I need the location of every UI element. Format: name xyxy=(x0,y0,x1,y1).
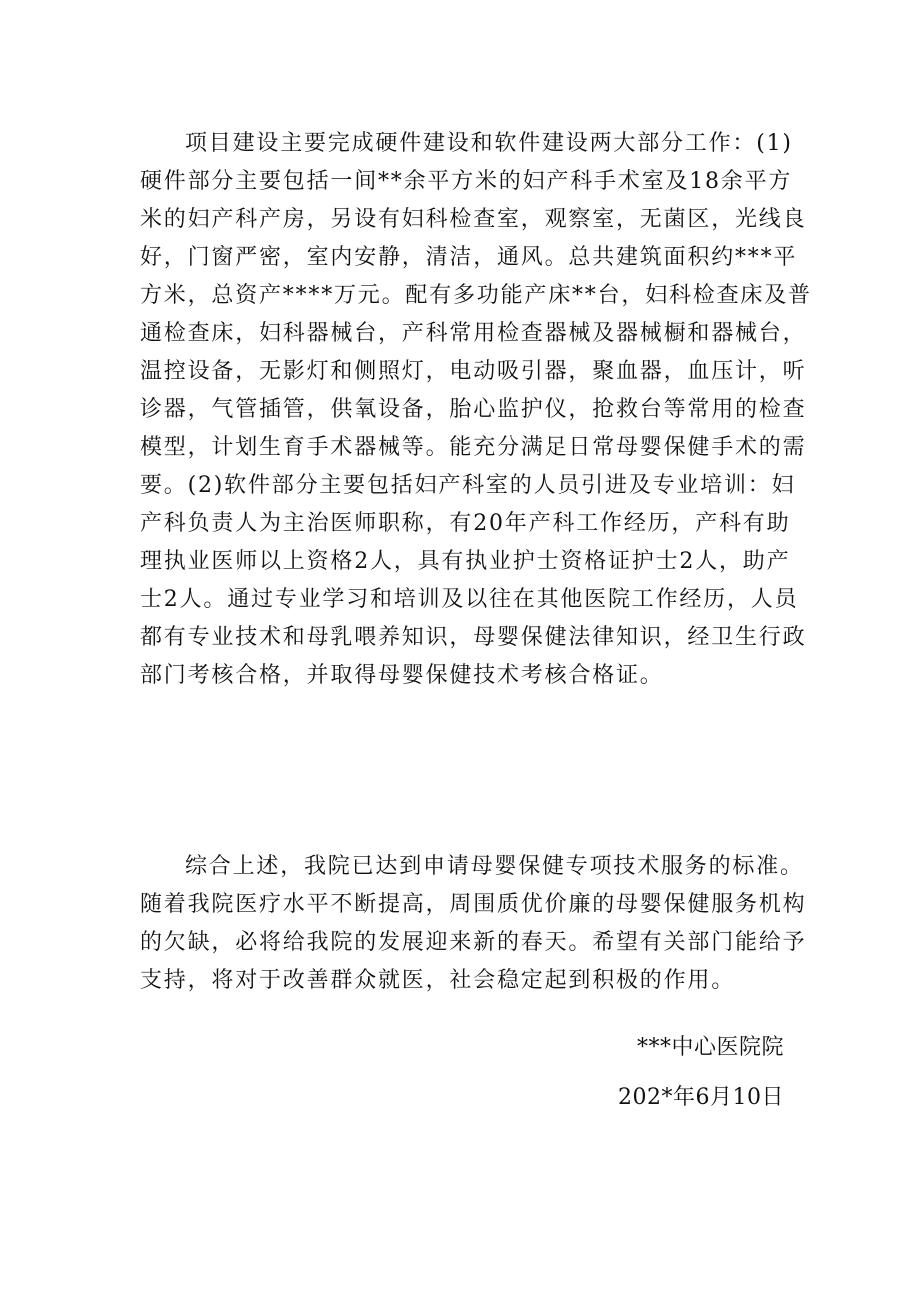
paragraph-line: 随着我院医疗水平不断提高，周围质优价廉的母婴保健服务机构 xyxy=(140,892,807,917)
paragraph-line: 部门考核合格，并取得母婴保健技术考核合格证。 xyxy=(140,663,664,688)
paragraph-line: 理执业医师以上资格2人，具有执业护士资格证护士2人，助产 xyxy=(140,549,791,574)
paragraph-line: 的欠缺，必将给我院的发展迎来新的春天。希望有关部门能给予 xyxy=(140,930,807,955)
paragraph-line: 士2人。通过专业学习和培训及以往在其他医院工作经历，人员 xyxy=(140,587,799,612)
signature-date: 202*年6月10日 xyxy=(618,1085,784,1110)
paragraph-line: 产科负责人为主治医师职称，有20年产科工作经历，产科有助 xyxy=(140,511,791,536)
paragraph-line: 项目建设主要完成硬件建设和软件建设两大部分工作：(1) xyxy=(185,131,793,156)
paragraph-line: 硬件部分主要包括一间**余平方米的妇产科手术室及18余平方 xyxy=(140,169,793,194)
signature-organization: ***中心医院院 xyxy=(636,1035,784,1060)
paragraph-line: 好，门窗严密，室内安静，清洁，通风。总共建筑面积约***平 xyxy=(140,245,798,270)
paragraph-line: 要。(2)软件部分主要包括妇产科室的人员引进及专业培训：妇 xyxy=(140,473,796,498)
paragraph-line: 米的妇产科产房，另设有妇科检查室，观察室，无菌区，光线良 xyxy=(140,207,807,232)
paragraph-line: 综合上述，我院已达到申请母婴保健专项技术服务的标准。 xyxy=(185,854,804,879)
paragraph-line: 诊器，气管插管，供氧设备，胎心监护仪，抢救台等常用的检查 xyxy=(140,397,807,422)
paragraph-line: 方米，总资产****万元。配有多功能产床**台，妇科检查床及普 xyxy=(140,283,812,308)
paragraph-line: 通检查床，妇科器械台，产科常用检查器械及器械橱和器械台， xyxy=(140,321,807,346)
paragraph-line: 温控设备，无影灯和侧照灯，电动吸引器，聚血器，血压计，听 xyxy=(140,359,807,384)
paragraph-line: 支持，将对于改善群众就医，社会稳定起到积极的作用。 xyxy=(140,968,736,993)
paragraph-line: 模型，计划生育手术器械等。能充分满足日常母婴保健手术的需 xyxy=(140,435,807,460)
paragraph-line: 都有专业技术和母乳喂养知识，母婴保健法律知识，经卫生行政 xyxy=(140,625,807,650)
